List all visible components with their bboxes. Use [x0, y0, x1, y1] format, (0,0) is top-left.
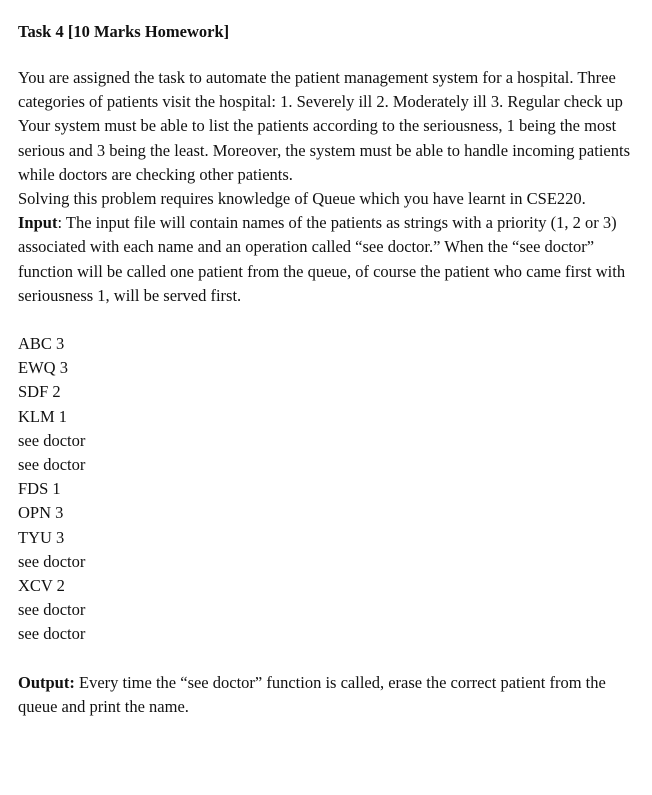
sample-input-line: see doctor	[18, 430, 86, 450]
output-paragraph	[18, 671, 634, 719]
task-description	[18, 66, 634, 308]
output-label: Output:	[18, 672, 75, 692]
sample-input-line: see doctor	[18, 600, 86, 620]
sample-input-line: XCV 2	[18, 576, 65, 596]
sample-input-line: SDF 2	[18, 382, 61, 402]
sample-input-line: see doctor	[18, 455, 86, 475]
sample-input-line: FDS 1	[18, 479, 61, 499]
sample-input-line: EWQ 3	[18, 358, 68, 378]
sample-input-line: ABC 3	[18, 334, 65, 354]
sample-input-line: see doctor	[18, 551, 86, 571]
output-description: Every time the “see doctor” function is called, erase the correct patient from the queue and print the name.	[18, 672, 606, 716]
sample-input-line: TYU 3	[18, 527, 65, 547]
requirement-paragraph: Your system must be able to list the patients according to the seriousness, 1 being the most serious and 3 being the least. Moreover, the system must be able to handle incoming patients while doctors are checking other patients.	[18, 116, 630, 184]
knowledge-paragraph: Solving this problem requires knowledge of Queue which you have learnt in CSE220.	[18, 189, 586, 209]
task-title: Task 4 [10 Marks Homework]	[18, 22, 230, 41]
input-description: : The input file will contain names of the patients as strings with a priority (1, 2 or 3) associated with each name and an operation called “see doctor.” When the “see doctor” function will be called one patient from the queue, of course the patient who came first with seriousness 1, will be served first.	[18, 213, 626, 305]
intro-paragraph: You are assigned the task to automate the patient management system for a hospital. Three categories of patients visit the hospital: 1. Severely ill 2. Moderately ill 3. Regular check up	[18, 68, 623, 112]
sample-input-list	[18, 332, 634, 647]
sample-input-line: KLM 1	[18, 406, 68, 426]
input-paragraph	[18, 211, 634, 308]
input-label: Input	[18, 213, 58, 233]
output-section	[18, 671, 634, 719]
sample-input-line: OPN 3	[18, 503, 64, 523]
sample-input-line: see doctor	[18, 624, 86, 644]
